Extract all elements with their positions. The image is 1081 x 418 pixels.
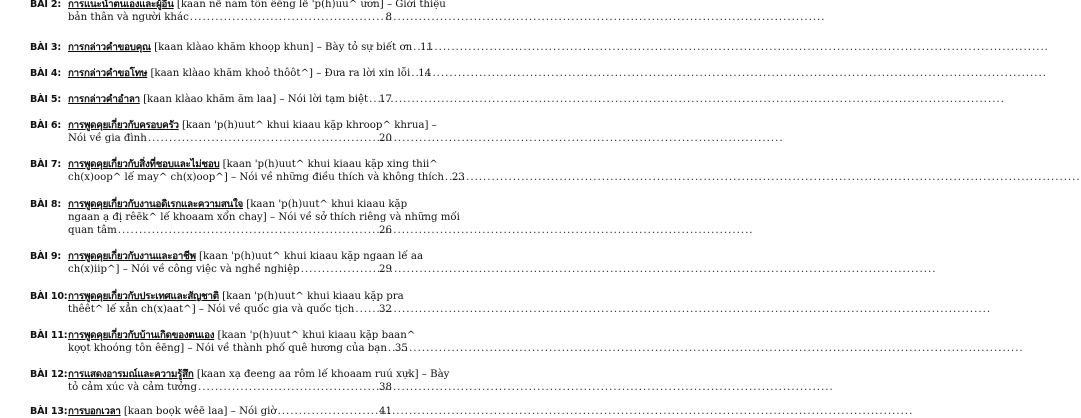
dot-leader bbox=[278, 405, 378, 418]
lesson-number: BÀI 9: bbox=[30, 251, 61, 262]
title-text: [kaan boọk wêē laa] – Nói giờ bbox=[120, 406, 277, 417]
page-number: 23 bbox=[451, 172, 465, 183]
lesson-title-block bbox=[68, 329, 416, 355]
toc-line bbox=[68, 381, 392, 394]
lesson-number: BÀI 6: bbox=[30, 120, 61, 131]
title-text: [kaan 'p(h)uut^ khui kiaau kặp ngaan lế aa bbox=[195, 251, 424, 262]
thai-title: การแสดงอารมณ์และความรู้สึก bbox=[68, 369, 194, 380]
toc-line bbox=[68, 119, 437, 132]
title-text: ch(x)iip^] – Nói về công việc và nghề nghiệp bbox=[68, 264, 300, 275]
toc-line bbox=[68, 41, 434, 54]
line-text bbox=[68, 198, 407, 211]
thai-title: การพูดคุยเกี่ยวกับงานอดิเรกและความสนใจ bbox=[68, 199, 244, 210]
title-text: [kaan 'p(h)uut^ khui kiaau kặp bbox=[243, 199, 408, 210]
dot-leader bbox=[148, 132, 378, 145]
dot-leader bbox=[388, 342, 394, 355]
dot-leader bbox=[198, 381, 378, 394]
thai-title: การพูดคุยเกี่ยวกับประเทศและสัญชาติ bbox=[68, 291, 219, 302]
thai-title: การพูดคุยเกี่ยวกับบ้านเกิดของตนเอง bbox=[68, 330, 215, 341]
title-text: [kaan klàao khăm khoỏ thôôt^] – Đưa ra lời xin lỗi bbox=[147, 68, 411, 79]
toc-entry[interactable] bbox=[30, 250, 424, 276]
toc-line bbox=[68, 0, 446, 11]
line-text bbox=[68, 119, 437, 132]
title-text: [kaan 'p(h)uut^ khui kiaau kặp pra bbox=[218, 291, 404, 302]
toc-entry[interactable] bbox=[30, 158, 465, 184]
dot-leader bbox=[301, 263, 378, 276]
toc-line bbox=[68, 211, 460, 224]
page-number: 8 bbox=[385, 12, 392, 23]
title-text: ch(x)oop^ lế may^ ch(x)oop^] – Nói về những điều thích và không thích bbox=[68, 172, 444, 183]
page-number: 14 bbox=[418, 68, 432, 79]
page-number: 17 bbox=[379, 94, 392, 105]
title-text: kợọt khoóng tôn êēng] – Nói về thành phố quê hương của bạn bbox=[68, 343, 387, 354]
thai-title: การพูดคุยเกี่ยวกับงานและอาชีพ bbox=[68, 251, 196, 262]
toc-line bbox=[68, 368, 450, 381]
line-text bbox=[68, 303, 354, 316]
thai-title: การกล่าวคำขอบคุณ bbox=[68, 42, 151, 53]
lesson-number: BÀI 10: bbox=[30, 291, 68, 302]
lesson-title-block bbox=[68, 290, 404, 316]
toc-page bbox=[0, 0, 465, 417]
line-text bbox=[68, 0, 446, 11]
title-text: thêêt^ lế xẳn ch(x)aat^] – Nói về quốc gia và quốc tịch bbox=[68, 304, 355, 315]
line-text bbox=[68, 211, 460, 224]
line-text bbox=[68, 405, 277, 418]
toc-entry[interactable] bbox=[30, 41, 434, 54]
toc-line bbox=[68, 198, 408, 211]
toc-line bbox=[68, 67, 432, 80]
line-text bbox=[68, 329, 415, 342]
toc-line bbox=[68, 158, 438, 171]
lesson-title-block bbox=[68, 368, 450, 394]
lesson-title-block bbox=[68, 67, 432, 80]
dot-leader bbox=[369, 93, 378, 106]
page-number: 29 bbox=[379, 264, 392, 275]
toc-entry[interactable] bbox=[30, 0, 446, 24]
lesson-title-block bbox=[68, 119, 437, 145]
title-text: Nói về gia đình bbox=[68, 133, 147, 144]
line-text bbox=[68, 368, 449, 381]
toc-line bbox=[68, 405, 392, 418]
dot-leader bbox=[190, 11, 385, 24]
toc-line bbox=[68, 11, 392, 24]
lesson-title-block bbox=[68, 41, 434, 54]
page-number: 38 bbox=[379, 382, 392, 393]
page-number: 35 bbox=[394, 343, 408, 354]
toc-line bbox=[68, 224, 392, 237]
line-text bbox=[68, 224, 117, 237]
title-text: ngaan ạ đị rêēk^ lế khoaam xổn chay] – Nói về sở thích riêng và những mối bbox=[68, 212, 460, 223]
toc-line bbox=[68, 171, 465, 184]
lesson-number: BÀI 13: bbox=[30, 406, 68, 417]
line-text bbox=[68, 132, 147, 145]
dot-leader bbox=[413, 41, 419, 54]
toc-line bbox=[68, 290, 404, 303]
line-text bbox=[68, 67, 410, 80]
thai-title: การแนะนำตนเองและผู้อื่น bbox=[68, 0, 174, 10]
page-number: 20 bbox=[379, 133, 392, 144]
title-text: quan tâm bbox=[68, 225, 117, 236]
toc-line bbox=[68, 303, 392, 316]
lesson-title-block bbox=[68, 158, 465, 184]
page-number: 11 bbox=[420, 42, 434, 53]
thai-title: การพูดคุยเกี่ยวกับสิ่งที่ชอบและไม่ชอบ bbox=[68, 159, 220, 170]
line-text bbox=[68, 93, 368, 106]
toc-line bbox=[68, 93, 392, 106]
lesson-number: BÀI 7: bbox=[30, 159, 61, 170]
lesson-number: BÀI 12: bbox=[30, 369, 68, 380]
dot-leader bbox=[118, 224, 378, 237]
dot-leader bbox=[411, 67, 417, 80]
lesson-number: BÀI 4: bbox=[30, 68, 61, 79]
line-text bbox=[68, 250, 423, 263]
lesson-number: BÀI 3: bbox=[30, 42, 61, 53]
title-text: tỏ cảm xúc và cảm tưởng bbox=[68, 382, 198, 393]
thai-title: การกล่าวคำอำลา bbox=[68, 94, 140, 105]
title-text: [kaan 'p(h)uut^ khui kiaau kặp baan^ bbox=[214, 330, 416, 341]
lesson-number: BÀI 2: bbox=[30, 0, 61, 10]
page-number: 32 bbox=[379, 304, 392, 315]
toc-line bbox=[68, 250, 424, 263]
toc-entry[interactable] bbox=[30, 67, 432, 80]
toc-entry[interactable] bbox=[30, 290, 404, 316]
toc-entry[interactable] bbox=[30, 198, 460, 237]
lesson-title-block bbox=[68, 405, 392, 418]
title-text: [kaan nế năm tôn êēng lế 'p(h)uu^ ươn] – Giới thiệu bbox=[173, 0, 446, 10]
lesson-number: BÀI 11: bbox=[30, 330, 68, 341]
title-text: [kaan klàao khăm khoọp khun] – Bày tỏ sự biết ơn bbox=[150, 42, 413, 53]
line-text bbox=[68, 158, 438, 171]
lesson-title-block bbox=[68, 0, 446, 24]
title-text: [kaan xạ đeeng aa rôm lế khoaam ruú xựk] – Bày bbox=[193, 369, 450, 380]
line-text bbox=[68, 171, 444, 184]
dot-leader bbox=[445, 171, 451, 184]
lesson-title-block bbox=[68, 250, 424, 276]
lesson-number: BÀI 5: bbox=[30, 94, 61, 105]
thai-title: การกล่าวคำขอโทษ bbox=[68, 68, 148, 79]
toc-entry[interactable] bbox=[30, 119, 437, 145]
line-text bbox=[68, 263, 300, 276]
line-text bbox=[68, 290, 404, 303]
toc-line bbox=[68, 342, 408, 355]
dot-leader bbox=[355, 303, 378, 316]
toc-entry[interactable] bbox=[30, 405, 392, 418]
thai-title: การพูดคุยเกี่ยวกับครอบครัว bbox=[68, 120, 179, 131]
toc-line bbox=[68, 329, 416, 342]
thai-title: การบอกเวลา bbox=[68, 406, 121, 417]
title-text: [kaan 'p(h)uut^ khui kiaau kặp xing thii^ bbox=[219, 159, 438, 170]
line-text bbox=[68, 381, 197, 394]
toc-entry[interactable] bbox=[30, 329, 416, 355]
line-text bbox=[68, 342, 387, 355]
toc-line bbox=[68, 132, 392, 145]
toc-line bbox=[68, 263, 392, 276]
page-number: 41 bbox=[379, 406, 392, 417]
lesson-title-block bbox=[68, 198, 460, 237]
page-number: 26 bbox=[379, 225, 392, 236]
title-text: [kaan klàao khăm ăm laa] – Nói lời tạm biệt bbox=[139, 94, 369, 105]
toc-entry[interactable] bbox=[30, 368, 450, 394]
line-text bbox=[68, 11, 189, 24]
toc-entry[interactable] bbox=[30, 93, 392, 106]
line-text bbox=[68, 41, 412, 54]
title-text: bản thân và người khác bbox=[68, 12, 189, 23]
lesson-title-block bbox=[68, 93, 392, 106]
title-text: [kaan 'p(h)uut^ khui kiaau kặp khroop^ khrua] – bbox=[178, 120, 437, 131]
lesson-number: BÀI 8: bbox=[30, 199, 61, 210]
